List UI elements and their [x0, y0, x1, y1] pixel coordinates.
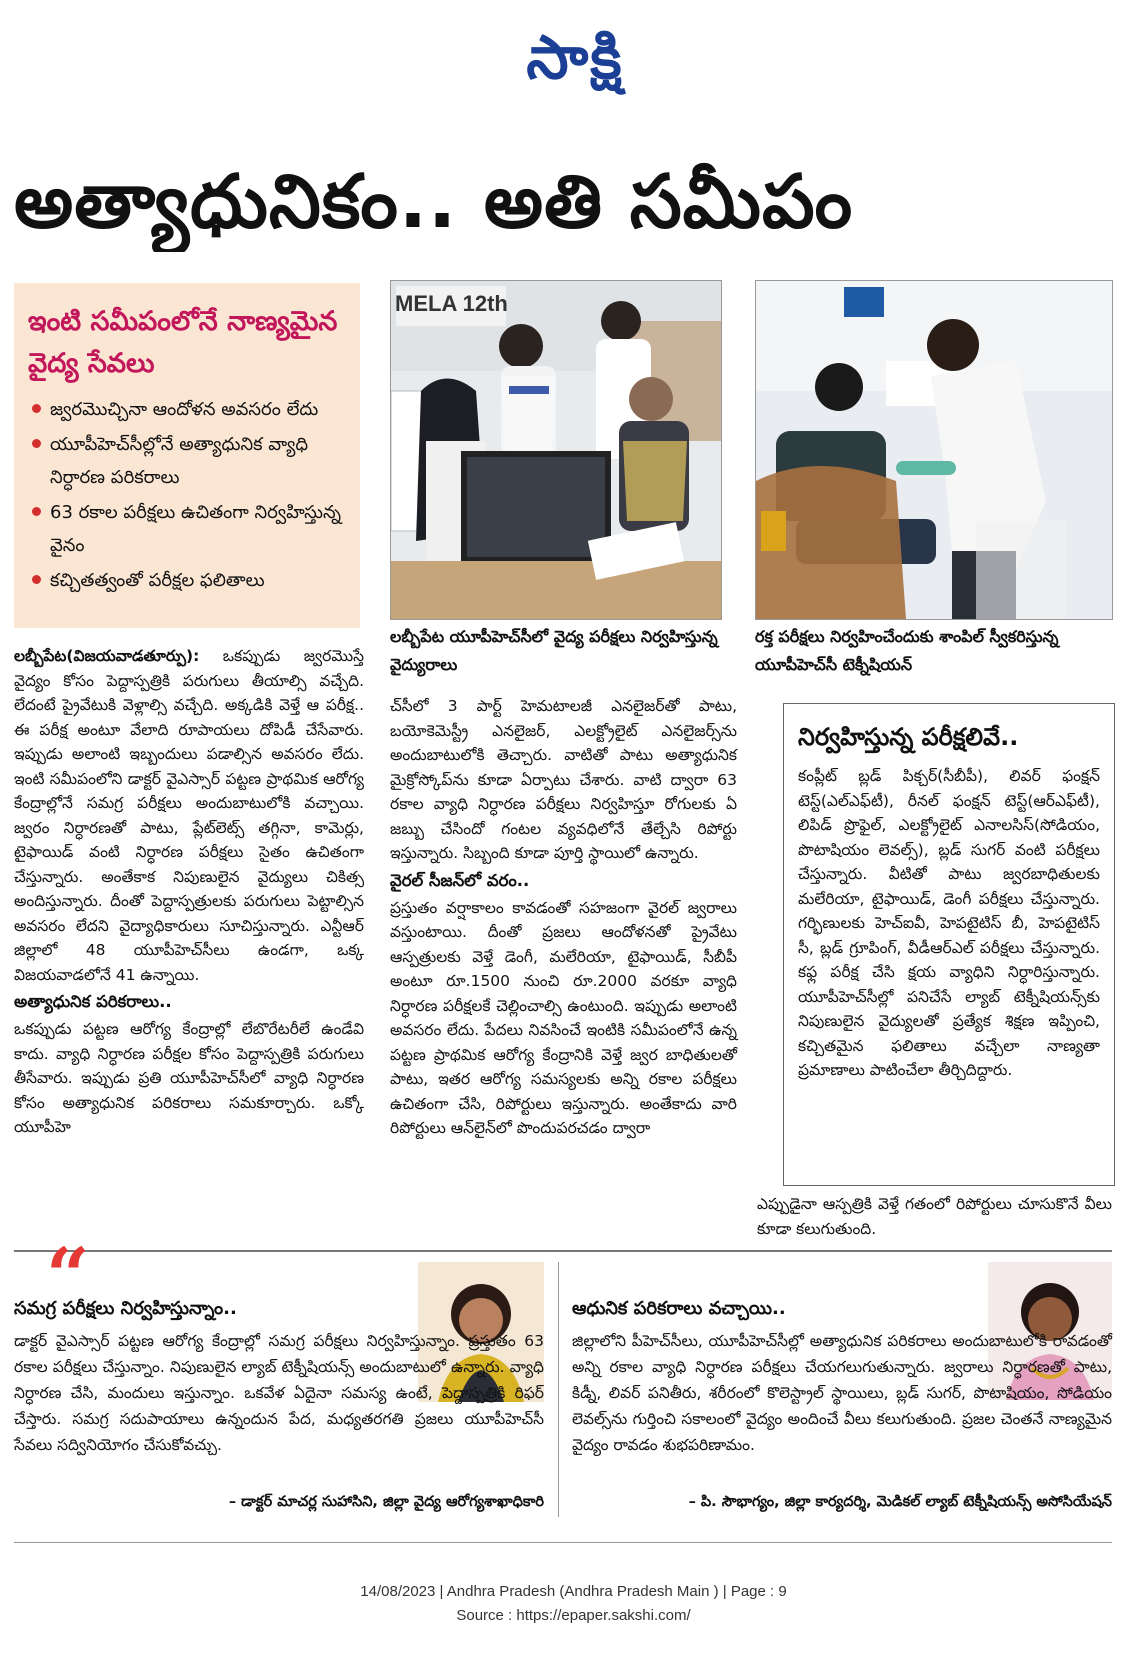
divider — [14, 1542, 1112, 1543]
photo-caption-1: లబ్బీపేట యూపీహెచ్‌సీలో వైద్య పరీక్షలు నిర్వహిస్తున్న వైద్యురాలు — [390, 627, 718, 674]
quote-title: సమగ్ర పరీక్షలు నిర్వహిస్తున్నాం.. — [14, 1298, 237, 1319]
tests-box — [783, 703, 1115, 1186]
subhead-viral-season: వైరల్ సీజన్‌లో వరం.. — [390, 870, 530, 890]
highlight-item: జ్వరమొచ్చినా ఆందోళన అవసరం లేదు — [28, 393, 346, 426]
highlights-box — [14, 283, 360, 628]
photo-sign-text: MELA 12th — [395, 291, 508, 316]
divider — [14, 1250, 1112, 1252]
photo-doctor-exam — [390, 280, 722, 620]
article-column-1 — [14, 644, 364, 1140]
photo-blood-sample — [755, 280, 1113, 620]
logo-text: సాక్షి — [526, 23, 624, 93]
quote-signature: – పి. సౌభాగ్యం, జిల్లా కార్యదర్శి, మెడికల్ ల్యాబ్ టెక్నీషియన్స్ అసోసియేషన్ — [688, 1494, 1112, 1510]
photo-caption-2: రక్త పరీక్షలు నిర్వహించేందుకు శాంపిల్ స్వీకరిస్తున్న యూపీహెచ్‌సీ టెక్నీషియన్ — [755, 627, 1059, 674]
tests-title: నిర్వహిస్తున్న పరీక్షలివే.. — [798, 723, 1019, 751]
dateline: లబ్బీపేట(విజయవాడతూర్పు): — [14, 647, 200, 665]
paragraph-text: ఒకప్పుడు జ్వరమొస్తే వైద్యం కోసం పెద్దాస్పత్రికి పరుగులు తీయాల్సి వచ్చేది. లేదంటే ప్రైవేటుకి వెళ్లాల్సి వచ్చేది. అక్కడికి వెళ్తే ఆ పరీక్ష.. ఈ పరీక్ష అంటూ వేలాది రూపాయలు దోపిడీ చేసేవారు. ఇప్పుడు అలాంటి ఇబ్బందులు పడాల్సిన అవసరం లేదు. ఇంటి సమీపంలోని డాక్టర్ వైఎస్సార్ పట్టణ ప్రాథమిక ఆరోగ్య కేంద్రాల్లోనే సమగ్ర పరీక్షలు అందుబాటులోకి వచ్చాయి. జ్వరం నిర్ధారణతో పాటు, ప్లేట్‌లెట్స్ తగ్గినా, కామెర్లు, టైఫాయిడ్ వంటి నిర్ధారణ పరీక్షలు సైతం ఉచితంగా చేస్తున్నారు. అంతేకాక నిపుణులైన వైద్యులు చికిత్స అందిస్తున్నారు. దీంతో పెద్దాస్పత్రులకు పరుగులు పెట్టాల్సిన అవసరం లేదని వైద్యాధికారులు సూచిస్తున్నారు. ఎన్టీఆర్ జిల్లాలో 48 యూపీహెచ్‌సీలు ఉండగా, ఒక్క విజయవాడలోనే 41 ఉన్నాయి. — [14, 647, 364, 984]
quote-divider — [558, 1262, 559, 1517]
tests-body: కంప్లీట్ బ్లడ్ పిక్చర్(సీబీపీ), లివర్ ఫంక్షన్ టెస్ట్(ఎల్‌ఎఫ్‌టీ), రీనల్ ఫంక్షన్ టెస్ట్(ఆర్‌ఎఫ్‌టీ), లిపిడ్ ప్రొఫైల్, ఎలక్ట్రోలైట్ ఎనాలసిస్(సోడియం, పొటాషియం లెవల్స్), బ్లడ్ సుగర్ వంటి పరీక్షలు చేస్తున్నారు. వీటితో పాటు జ్వరబాధితులకు మలేరియా, టైఫాయిడ్, డెంగీ పరీక్షలు చేస్తున్నారు. గర్భిణులకు హెచ్‌ఐవీ, హెపటైటిస్ బీ, హెపటైటిస్ సీ, బ్లడ్ గ్రూపింగ్, వీడీఆర్‌ఎల్ పరీక్షలు చేస్తున్నారు. కఫ్ల పరీక్ష చేసి క్షయ వ్యాధిని నిర్ధారిస్తున్నారు. యూపీహెచ్‌సీల్లో పనిచేసే ల్యాబ్ టెక్నీషియన్స్‌కు నిపుణులైన వైద్యులతో ప్రత్యేక శిక్షణ ఇప్పించి, కచ్చితమైన ఫలితాలు వచ్చేలా నాణ్యతా ప్రమాణాలు పాటించేలా తీర్చిదిద్దారు. — [798, 767, 1100, 1079]
article-column-3-tail: ఎప్పుడైనా ఆస్పత్రికి వెళ్తే గతంలో రిపోర్టులు చూసుకొనే వీలు కూడా కలుగుతుంది. — [757, 1195, 1112, 1238]
quote-card-1 — [14, 1262, 544, 1517]
article-paragraph: ఒకప్పుడు పట్టణ ఆరోగ్య కేంద్రాల్లో లేబొరేటరీలే ఉండేవి కాదు. వ్యాధి నిర్ధారణ పరీక్షల కోసం పెద్దాస్పత్రికి పరుగులు తీసేవారు. ఇప్పుడు ప్రతి యూపీహెచ్‌సీలో వ్యాధి నిర్ధారణ కోసం అత్యాధునిక పరికరాలు సమకూర్చారు. ఒక్కో యూపీహె — [14, 1020, 364, 1136]
quote-card-2 — [572, 1262, 1112, 1517]
article-paragraph: ప్రస్తుతం వర్షాకాలం కావడంతో సహజంగా వైరల్ జ్వరాలు వస్తుంటాయి. దీంతో ప్రజలు ఆందోళనతో ప్రైవేటు ఆస్పత్రులకు వెళ్తే డెంగీ, మలేరియా, టైఫాయిడ్, సీబీపీ అంటూ రూ.1500 నుంచి రూ.2000 వరకూ వ్యాధి నిర్ధారణ పరీక్షలకే చెల్లించాల్సి ఉంటుంది. ఇప్పుడు అలాంటి అవసరం లేదు. పేదలు నివసించే ఇంటికి సమీపంలోనే ఉన్న పట్టణ ప్రాథమిక ఆరోగ్య కేంద్రానికి వెళ్తే జ్వర బాధితులతో పాటు, ఇతర ఆరోగ్య సమస్యలకు అన్ని రకాల పరీక్షలు ఉచితంగా చేసి, రిపోర్టులు ఇస్తున్నారు. అంతేకాదు వారి రిపోర్టులు ఆన్‌లైన్‌లో పొందుపరచడం ద్వారా — [390, 898, 737, 1137]
sakshi-logo — [470, 18, 680, 98]
highlight-item: యూపీహెచ్‌సీల్లోనే అత్యాధునిక వ్యాధి నిర్ధారణ పరికరాలు — [28, 428, 346, 494]
highlight-item: కచ్చితత్వంతో పరీక్షల ఫలితాలు — [28, 564, 346, 597]
footer-date-line: 14/08/2023 | Andhra Pradesh (Andhra Pradesh Main ) | Page : 9 — [360, 1583, 787, 1600]
subhead-modern-equipment: అత్యాధునిక పరికరాలు.. — [14, 992, 172, 1011]
quote-title: ఆధునిక పరికరాలు వచ్చాయి.. — [572, 1298, 786, 1319]
highlights-list — [28, 393, 346, 597]
article-paragraph: చ్‌సీలో 3 పార్ట్ హెమటాలజీ ఎనలైజర్‌తో పాటు, బయోకెమెస్ట్రీ ఎనలైజర్, ఎలక్ట్రోలైట్ ఎనలైజర్స్‌ను అందుబాటులోకి తెచ్చారు. వాటితో పాటు అత్యాధునిక మైక్రోస్కోప్‌ను కూడా ఏర్పాటు చేశారు. వాటి ద్వారా 63 రకాల వ్యాధి నిర్ధారణ పరీక్షలు నిర్వహిస్తూ రోగులకు ఏ జబ్బు చేసిందో గంటల వ్యవధిలోనే తేల్చేసి రిపోర్టు ఇస్తున్నారు. సిబ్బంది కూడా పూర్తి స్థాయిలో ఉన్నారు. — [390, 697, 737, 862]
highlight-item: 63 రకాల పరీక్షలు ఉచితంగా నిర్వహిస్తున్న వైనం — [28, 496, 346, 562]
quote-body: జిల్లాలోని పీహెచ్‌సీలు, యూపీహెచ్‌సీల్లో అత్యాధునిక పరికరాలు అందుబాటులోకి రావడంతో అన్ని రకాల వ్యాధి నిర్ధారణ పరీక్షలు చేయగలుగుతున్నారు. జ్వరాలు నిర్ధారణతో పాటు, కిడ్నీ, లివర్ పనితీరు, శరీరంలో కొలెస్ట్రాల్ స్థాయిలు, బ్లడ్ సుగర్, పొటాషియం, సోడియం లెవల్స్‌ను గుర్తించి సకాలంలో వైద్యం అందించే వీలు కలుగుతుంది. ప్రజల చెంతనే నాణ్యమైన వైద్యం రావడం శుభపరిణామం. — [572, 1332, 1112, 1454]
headline: అత్యాధునికం.. అతి సమీపం — [14, 159, 854, 245]
quote-mark-icon: “ — [46, 1231, 90, 1320]
quote-signature: – డాక్టర్ మాచర్ల సుహాసిని, జిల్లా వైద్య ఆరోగ్యశాఖాధికారి — [228, 1494, 544, 1510]
highlights-title: ఇంటి సమీపంలోనే నాణ్యమైన వైద్య సేవలు — [28, 306, 338, 379]
quote-body: డాక్టర్ వైఎస్సార్ పట్టణ ఆరోగ్య కేంద్రాల్లో సమగ్ర పరీక్షలు నిర్వహిస్తున్నాం. ప్రస్తుతం 63 రకాల పరీక్షలు చేస్తున్నాం. నిపుణులైన ల్యాబ్ టెక్నీషియన్స్ అందుబాటులో ఉన్నారు. వ్యాధి నిర్ధారణ చేసి, మందులు ఇస్తున్నాం. ఒకవేళ ఏదైనా సమస్య ఉంటే, పెద్దాస్పత్రికి రిఫర్ చేస్తారు. సమగ్ర సదుపాయాలు ఉన్నందున పేద, మధ్యతరగతి ప్రజలు యూపీహెచ్‌సీ సేవలు సద్వినియోగం చేసుకోవచ్చు. — [14, 1332, 544, 1454]
footer-source-line: Source : https://epaper.sakshi.com/ — [456, 1607, 691, 1624]
article-paragraph — [14, 644, 364, 987]
article-column-2 — [390, 694, 737, 1141]
